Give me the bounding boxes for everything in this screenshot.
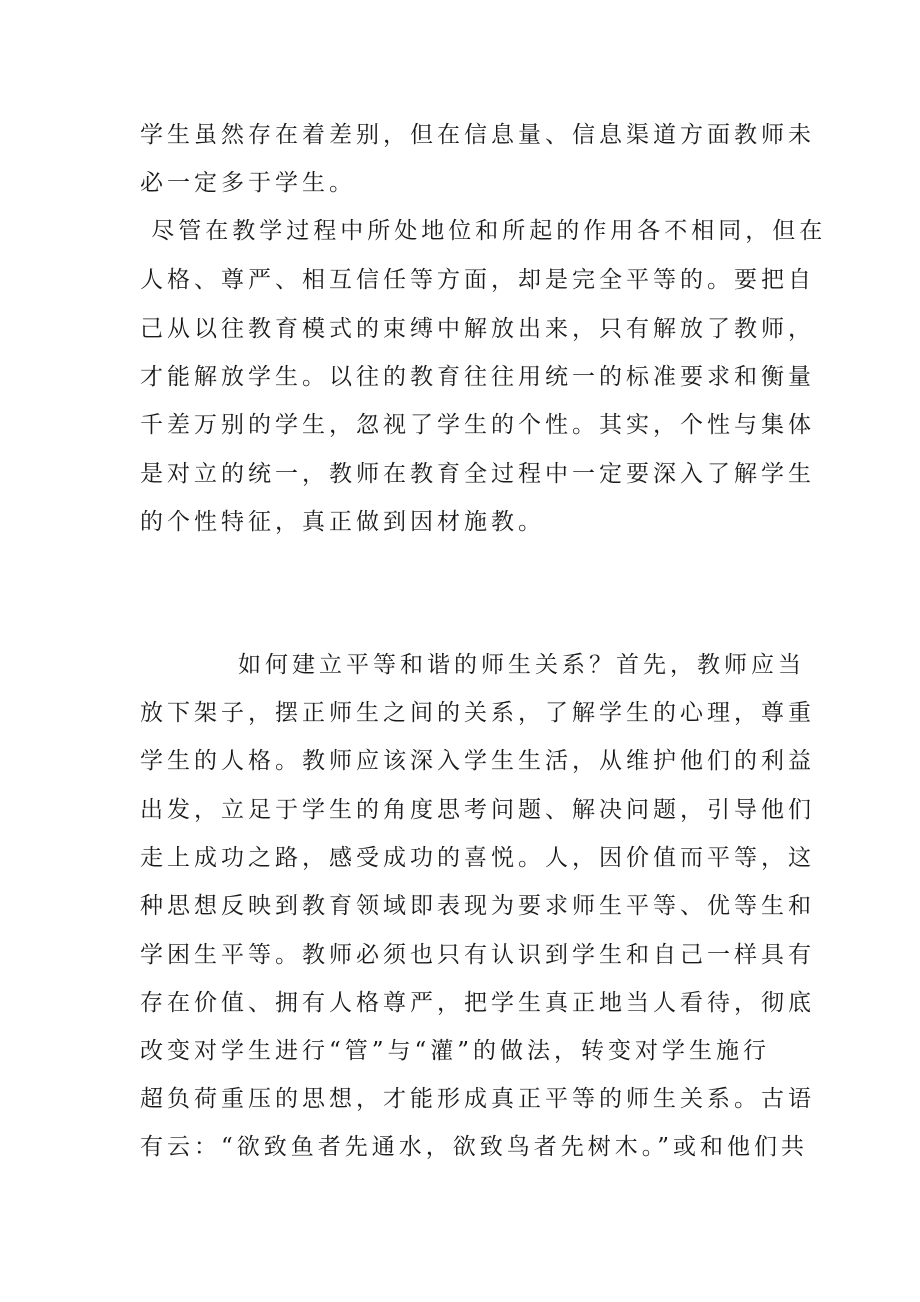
paragraph-line: 有云：“欲致鱼者先通水，欲致鸟者先树木。”或和他们共 [140,1134,809,1160]
paragraph-line: 放下架子，摆正师生之间的关系，了解学生的心理，尊重 [140,700,815,726]
paragraph-line: 的个性特征，真正做到因材施教。 [140,509,545,535]
paragraph-line: 是对立的统一，教师在教育全过程中一定要深入了解学生 [140,461,815,487]
paragraph-line: 超负荷重压的思想，才能形成真正平等的师生关系。古语 [140,1086,815,1112]
paragraph-line: 出发，立足于学生的角度思考问题、解决问题，引导他们 [140,797,815,823]
paragraph-line: 己从以往教育模式的束缚中解放出来，只有解放了教师， [140,316,815,342]
paragraph-line: 如何建立平等和谐的师生关系？首先，教师应当 [238,652,805,678]
paragraph-line: 学生虽然存在着差别，但在信息量、信息渠道方面教师未 [140,122,815,148]
paragraph-line: 人格、尊严、相互信任等方面，却是完全平等的。要把自 [140,267,815,293]
paragraph-line: 学困生平等。教师必须也只有认识到学生和自己一样具有 [140,942,815,968]
paragraph-line: 学生的人格。教师应该深入学生生活，从维护他们的利益 [140,748,815,774]
paragraph-line: 千差万别的学生，忽视了学生的个性。其实，个性与集体 [140,412,815,438]
paragraph-line: 才能解放学生。以往的教育往往用统一的标准要求和衡量 [140,364,815,390]
paragraph-line: 种思想反映到教育领域即表现为要求师生平等、优等生和 [140,893,815,919]
paragraph-line: 走上成功之路，感受成功的喜悦。人，因价值而平等，这 [140,845,815,871]
paragraph-line: 改变对学生进行“管”与“灌”的做法，转变对学生施行 [140,1038,771,1064]
paragraph-line: 必一定多于学生。 [140,170,356,196]
paragraph-line: 存在价值、拥有人格尊严，把学生真正地当人看待，彻底 [140,990,815,1016]
paragraph-line: 尽管在教学过程中所处地位和所起的作用各不相同，但在 [140,218,827,244]
